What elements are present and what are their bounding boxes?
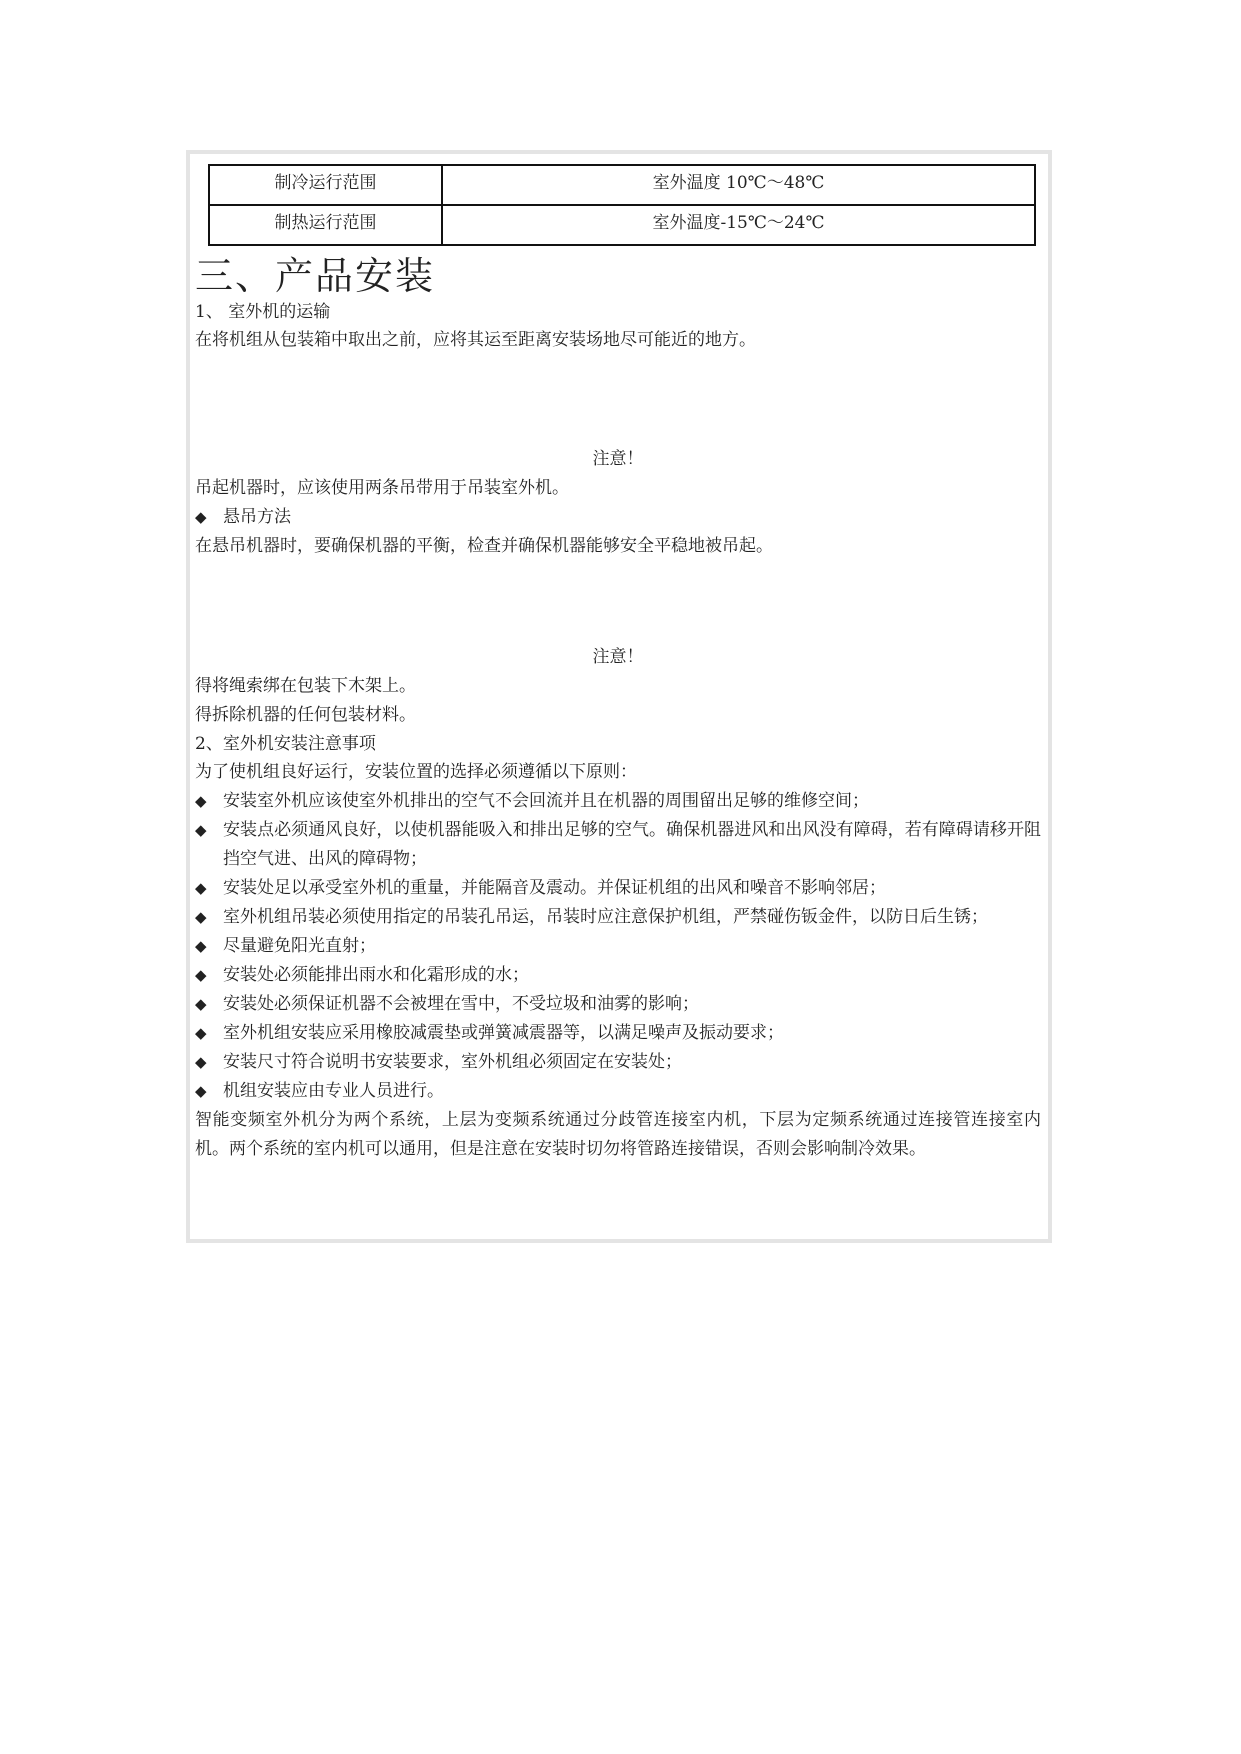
diamond-bullet-icon: ◆ (195, 508, 207, 526)
paragraph-intro: 为了使机组良好运行，安装位置的选择必须遵循以下原则： (195, 762, 637, 782)
table-cell-label: 制冷运行范围 (209, 165, 442, 205)
list-item-text: 安装点必须通风良好，以使机器能吸入和排出足够的空气。确保机器进风和出风没有障碍，若有障碍请移开阻挡空气进、出风的障碍物； (223, 820, 1041, 869)
paragraph-transport: 在将机组从包装箱中取出之前，应将其运至距离安装场地尽可能近的地方。 (195, 330, 756, 350)
diamond-bullet-icon: ◆ (195, 1082, 207, 1100)
figure-placeholder (195, 561, 1041, 643)
list-item (195, 816, 1041, 874)
list-item (195, 990, 1041, 1019)
diamond-bullet-icon: ◆ (195, 821, 207, 839)
list-item (195, 1077, 1041, 1106)
paragraph-rope: 得将绳索绑在包装下木架上。 (195, 676, 416, 696)
list-item (195, 903, 1041, 932)
principles-list (195, 787, 1041, 1106)
list-item-text: 室外机组安装应采用橡胶减震垫或弹簧减震器等，以满足噪声及振动要求； (223, 1023, 784, 1043)
diamond-bullet-icon: ◆ (195, 792, 207, 810)
section-title: 三、产品安装 (195, 254, 436, 298)
list-item (195, 787, 1041, 816)
subsection-title-transport: 1、 室外机的运输 (195, 302, 331, 322)
document-body (195, 254, 1041, 1164)
table-cell-value: 室外温度-15℃～24℃ (442, 205, 1035, 245)
list-item-text: 室外机组吊装必须使用指定的吊装孔吊运，吊装时应注意保护机组，严禁碰伤钣金件，以防日后生锈； (223, 907, 988, 927)
diamond-bullet-icon: ◆ (195, 937, 207, 955)
table-row (209, 205, 1035, 245)
list-item-text: 安装处必须能排出雨水和化霜形成的水； (223, 965, 529, 985)
diamond-bullet-icon: ◆ (195, 1024, 207, 1042)
diamond-bullet-icon: ◆ (195, 995, 207, 1013)
notice-heading: 注意！ (592, 449, 644, 469)
list-item (195, 1019, 1041, 1048)
figure-placeholder (195, 355, 1041, 445)
list-item (195, 874, 1041, 903)
table-cell-label: 制热运行范围 (209, 205, 442, 245)
list-item-text: 尽量避免阳光直射； (223, 936, 376, 956)
list-item-text: 机组安装应由专业人员进行。 (223, 1081, 444, 1101)
list-item-text: 安装室外机应该使室外机排出的空气不会回流并且在机器的周围留出足够的维修空间； (223, 791, 869, 811)
list-item (195, 932, 1041, 961)
diamond-bullet-icon: ◆ (195, 908, 207, 926)
paragraph-final: 智能变频室外机分为两个系统，上层为变频系统通过分歧管连接室内机，下层为定频系统通过连接管连接室内机。两个系统的室内机可以通用，但是注意在安装时切勿将管路连接错误，否则会影响制冷效果。 (195, 1110, 1041, 1159)
diamond-bullet-icon: ◆ (195, 1053, 207, 1071)
diamond-bullet-icon: ◆ (195, 879, 207, 897)
list-item (195, 961, 1041, 990)
paragraph-lift: 吊起机器时，应该使用两条吊带用于吊装室外机。 (195, 478, 569, 498)
list-item-text: 安装尺寸符合说明书安装要求，室外机组必须固定在安装处； (223, 1052, 682, 1072)
list-item-text: 安装处足以承受室外机的重量，并能隔音及震动。并保证机组的出风和噪音不影响邻居； (223, 878, 886, 898)
list-item (195, 1048, 1041, 1077)
table-cell-value: 室外温度 10℃～48℃ (442, 165, 1035, 205)
notice-heading: 注意！ (592, 647, 644, 667)
paragraph-remove: 得拆除机器的任何包装材料。 (195, 705, 416, 725)
subsection-title-install: 2、室外机安装注意事项 (195, 734, 376, 754)
list-item (195, 503, 1041, 532)
diamond-bullet-icon: ◆ (195, 966, 207, 984)
hang-method-title: 悬吊方法 (223, 507, 291, 527)
operating-range-table (208, 164, 1036, 246)
table-row (209, 165, 1035, 205)
paragraph-hang: 在悬吊机器时，要确保机器的平衡，检查并确保机器能够安全平稳地被吊起。 (195, 536, 773, 556)
list-item-text: 安装处必须保证机器不会被埋在雪中，不受垃圾和油雾的影响； (223, 994, 699, 1014)
